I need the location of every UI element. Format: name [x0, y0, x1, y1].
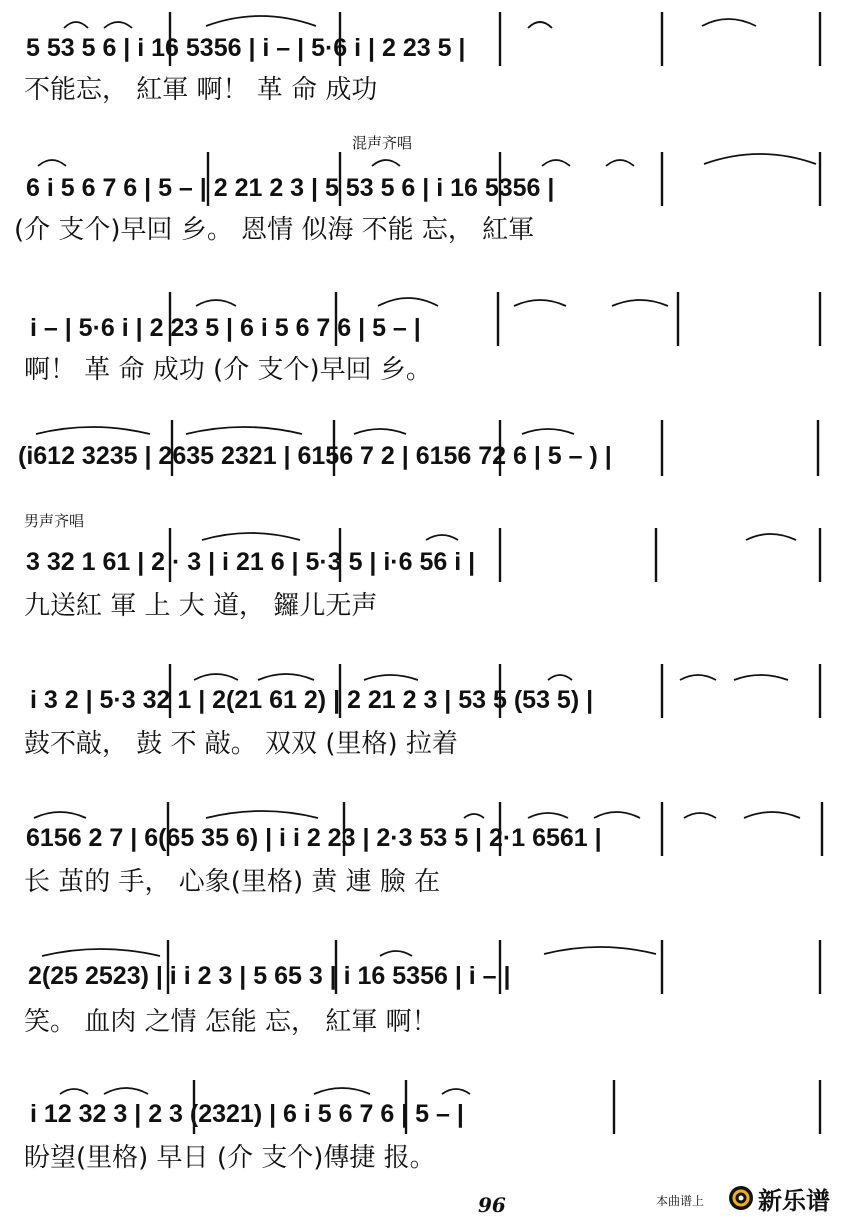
score-row-3 [24, 292, 820, 385]
notes-line-8: 2(25 2523) | i i 2 3 | 5 65 3 | i 16 5356 | i – | [28, 962, 511, 990]
section-label-mixed-voices: 混声齐唱 [352, 134, 413, 152]
lyrics-line-7: 长 茧的 手， 心象(里格) 黄 連 臉 在 [24, 867, 441, 897]
score-row-8 [24, 940, 820, 1037]
lyrics-line-3: 啊！ 革 命 成功 (介 支个)早回 乡。 [24, 355, 432, 385]
slur-marks [194, 674, 788, 680]
slur-marks [64, 16, 756, 28]
notes-line-6: i 3 2 | 5·3 32 1 | 2(21 61 2) | 2 21 2 3 | 53 5 (53 5) | [30, 686, 594, 714]
score-row-4 [18, 420, 818, 476]
score-row-7 [24, 802, 822, 897]
lyrics-line-6: 鼓不敲， 鼓 不 敲。 双双 (里格) 拉着 [24, 729, 458, 759]
slur-marks [38, 154, 816, 166]
notes-line-2: 6 i 5 6 7 6 | 5 – | 2 21 2 3 | 5 53 5 6 | i 16 5356 | [26, 174, 555, 202]
lyrics-line-2: (介 支个)早回 乡。 恩情 似海 不能 忘， 紅軍 [14, 215, 535, 245]
notes-line-1: 5 53 5 6 | i 16 5356 | i – | 5·6 i | 2 23 5 | [26, 34, 466, 62]
footer-caption: 本曲谱上 [656, 1194, 705, 1208]
slur-marks [42, 947, 656, 956]
slur-marks [60, 1088, 470, 1094]
notes-line-4: (i612 3235 | 2635 2321 | 6156 7 2 | 6156 72 6 | 5 – ) | [18, 442, 612, 470]
page-number: 96 [478, 1193, 506, 1217]
lyrics-line-9: 盼望(里格) 早日 (介 支个)傳捷 报。 [24, 1143, 436, 1173]
slur-marks [36, 427, 574, 434]
lyrics-line-1: 不能忘， 紅軍 啊！ 革 命 成功 [24, 75, 378, 105]
slur-marks [34, 811, 800, 818]
lyrics-line-5: 九送紅 軍 上 大 道， 鑼儿无声 [24, 591, 378, 621]
score-row-1 [24, 12, 820, 105]
score-row-5 [24, 512, 820, 621]
brand-logo[interactable] [728, 1182, 830, 1214]
lyrics-line-8: 笑。 血肉 之情 怎能 忘， 紅軍 啊！ [24, 1007, 438, 1037]
notes-line-7: 6156 2 7 | 6(65 35 6) | i i 2 23 | 2·3 53 5 | 2·1 6561 | [26, 824, 602, 852]
notes-line-5: 3 32 1 61 | 2 · 3 | i 21 6 | 5·3 5 | i·6 56 i | [26, 548, 476, 576]
score-row-6 [24, 664, 820, 759]
score-row-2 [14, 134, 820, 245]
section-label-male-voices: 男声齐唱 [24, 512, 85, 530]
notes-line-9: i 12 32 3 | 2 3 (2321) | 6 i 5 6 7 6 | 5 – | [30, 1100, 464, 1128]
notes-line-3: i – | 5·6 i | 2 23 5 | 6 i 5 6 7 6 | 5 – | [30, 314, 421, 342]
score-row-9 [24, 1080, 820, 1173]
slur-marks [196, 298, 668, 306]
brand-name: 新乐谱 [758, 1186, 830, 1215]
record-disc-icon [728, 1185, 754, 1211]
